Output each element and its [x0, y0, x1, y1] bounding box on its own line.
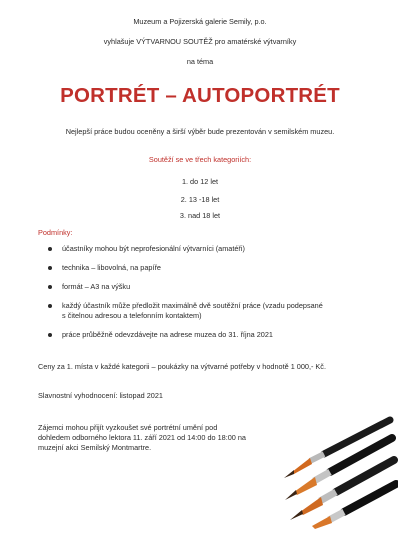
- theme-intro-line: na téma: [186, 57, 214, 66]
- condition-item: formát – A3 na výšku: [48, 282, 328, 292]
- intro-text: Nejlepší práce budou oceněny a širší výběr bude prezentován v semilském muzeu.: [65, 127, 335, 136]
- categories-heading: Soutěží se ve třech kategoriích:: [148, 155, 252, 164]
- paintbrush-icon: [312, 484, 396, 529]
- bullet-icon: [48, 266, 52, 270]
- announcement-line: vyhlašuje VÝTVARNOU SOUTĚŽ pro amatérské výtvarníky: [103, 37, 297, 46]
- organizer-line: Muzeum a Pojizerská galerie Semily, p.o.: [133, 17, 267, 26]
- category-item: 1. do 12 let: [181, 177, 219, 186]
- conditions-list: [48, 244, 328, 349]
- bullet-icon: [48, 333, 52, 337]
- bullet-icon: [48, 304, 52, 308]
- condition-item: účastníky mohou být neprofesionální výtvarníci (amatéři): [48, 244, 328, 254]
- category-item: 3. nad 18 let: [179, 211, 221, 220]
- paintbrushes-image: [232, 412, 398, 530]
- invite-text: Zájemci mohou přijít vyzkoušet své portrétní umění pod dohledem odborného lektora 11. září 2021 od 14:00 do 18:00 na muzejní akci Semilský Montmartre.: [38, 423, 246, 452]
- category-item: 2. 13 -18 let: [180, 195, 220, 204]
- bullet-icon: [48, 247, 52, 251]
- prizes-text: Ceny za 1. místa v každé kategorii – poukázky na výtvarné potřeby v hodnotě 1 000,- Kč.: [38, 362, 326, 371]
- conditions-heading: Podmínky:: [38, 228, 73, 237]
- condition-item: každý účastník může předložit maximálně dvě soutěžní práce (vzadu podepsané s čitelnou adresou a telefonním kontaktem): [48, 301, 328, 321]
- bullet-icon: [48, 285, 52, 289]
- page-title: PORTRÉT – AUTOPORTRÉT: [60, 84, 340, 107]
- condition-item: práce průběžně odevzdávejte na adrese muzea do 31. října 2021: [48, 330, 328, 340]
- condition-item: technika – libovolná, na papíře: [48, 263, 328, 273]
- evaluation-text: Slavnostní vyhodnocení: listopad 2021: [38, 391, 163, 400]
